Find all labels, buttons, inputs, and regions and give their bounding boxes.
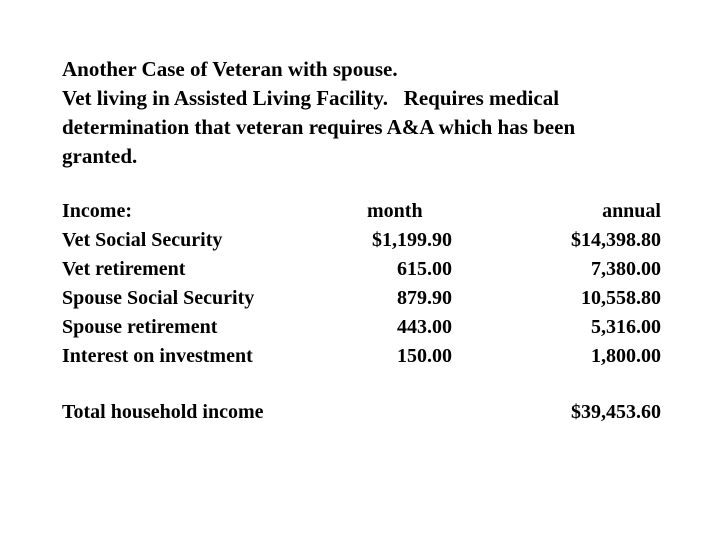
row-label: Interest on investment xyxy=(62,345,253,367)
table-row xyxy=(62,284,682,313)
month-column-header: month xyxy=(367,200,423,222)
row-label: Spouse Social Security xyxy=(62,287,255,309)
intro-text xyxy=(62,55,682,171)
total-annual-value: $39,453.60 xyxy=(571,401,661,423)
intro-line: Another Case of Veteran with spouse. xyxy=(62,57,398,81)
row-month-value: 443.00 xyxy=(397,316,452,338)
table-row xyxy=(62,255,682,284)
row-month-value: 879.90 xyxy=(397,287,452,309)
annual-column-header: annual xyxy=(602,200,661,222)
intro-line: Vet living in Assisted Living Facility. Requires medical xyxy=(62,86,560,110)
table-row xyxy=(62,342,682,371)
row-month-value: 150.00 xyxy=(397,345,452,367)
intro-line: granted. xyxy=(62,144,138,168)
row-month-value: $1,199.90 xyxy=(372,229,452,251)
row-label: Vet Social Security xyxy=(62,229,223,251)
income-table xyxy=(62,197,682,371)
table-row xyxy=(62,226,682,255)
row-label: Vet retirement xyxy=(62,258,186,280)
total-household-income-row xyxy=(62,398,682,427)
income-header-row xyxy=(62,197,682,226)
row-annual-value: $14,398.80 xyxy=(571,229,661,251)
income-header-label: Income: xyxy=(62,200,132,222)
row-annual-value: 1,800.00 xyxy=(591,345,661,367)
row-annual-value: 10,558.80 xyxy=(581,287,661,309)
total-label: Total household income xyxy=(62,401,264,423)
table-row xyxy=(62,313,682,342)
row-label: Spouse retirement xyxy=(62,316,218,338)
row-annual-value: 5,316.00 xyxy=(591,316,661,338)
row-annual-value: 7,380.00 xyxy=(591,258,661,280)
intro-line: determination that veteran requires A&A which has been xyxy=(62,115,576,139)
row-month-value: 615.00 xyxy=(397,258,452,280)
